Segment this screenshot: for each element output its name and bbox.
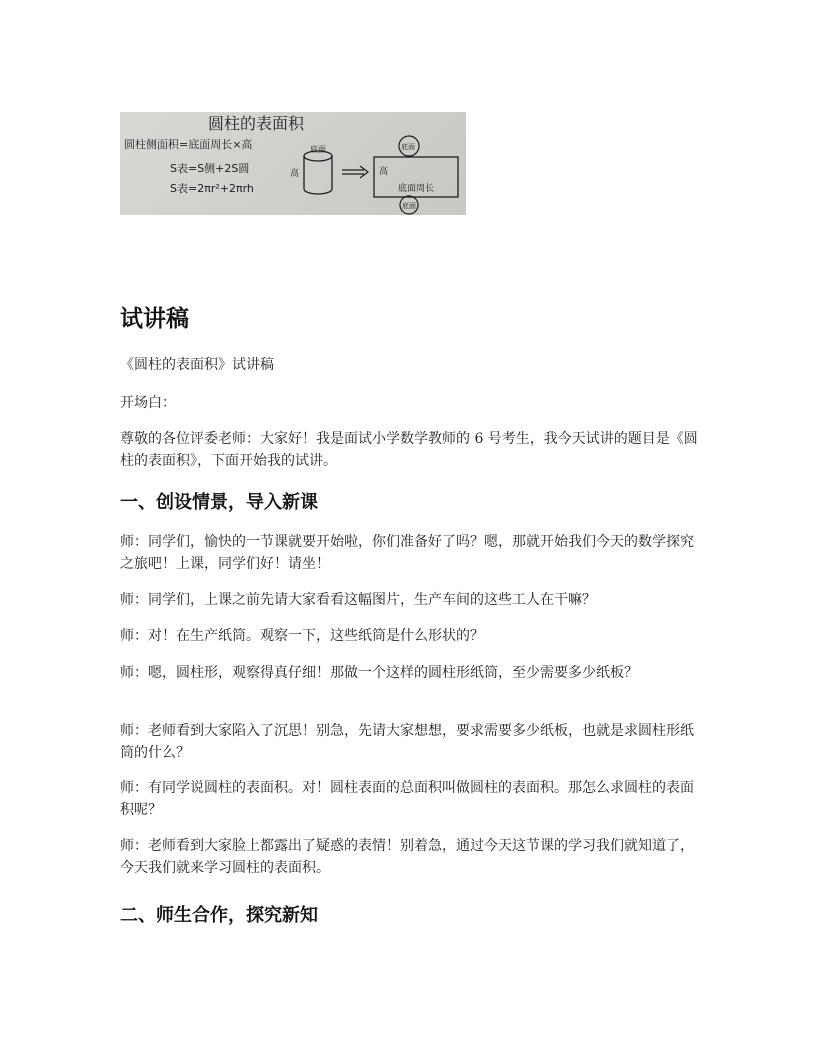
rect-bottom-label: 底面周长 (398, 184, 435, 194)
rect-height-label: 高 (379, 167, 389, 177)
note-formula-1: 圆柱侧面积=底面周长×高 (124, 138, 253, 151)
paragraph: 师：嗯，圆柱形，观察得真仔细！那做一个这样的圆柱形纸筒，至少需要多少纸板？ (120, 665, 638, 681)
document-subtitle: 《圆柱的表面积》试讲稿 (120, 357, 274, 373)
paragraph: 师：同学们，上课之前先请大家看看这幅图片，生产车间的这些工人在干嘛？ (120, 592, 596, 608)
cylinder-top-label: 底面 (310, 145, 326, 154)
section-2-title: 二、师生合作，探究新知 (120, 905, 318, 926)
section-1-title: 一、创设情景，导入新课 (120, 492, 318, 513)
opening-label: 开场白： (120, 395, 176, 411)
arrow-icon (342, 166, 368, 178)
paragraph: 师：对！在生产纸筒。观察一下，这些纸筒是什么形状的？ (120, 628, 484, 644)
paragraph: 师：老师看到大家脸上都露出了疑惑的表情！别着急，通过今天这节课的学习我们就知道了，今天我们就来学习圆柱的表面积。 (120, 838, 694, 876)
opening-paragraph: 尊敬的各位评委老师：大家好！我是面试小学数学教师的 6 号考生，我今天试讲的题目是《圆柱的表面积》，下面开始我的试讲。 (120, 431, 698, 469)
paragraph: 师：有同学说圆柱的表面积。对！圆柱表面的总面积叫做圆柱的表面积。那怎么求圆柱的表面积呢？ (120, 780, 694, 818)
note-formula-3: S表=2πr²+2πrh (170, 182, 254, 195)
bottom-circle-label: 底面 (402, 202, 416, 210)
cylinder-height-label: 高 (290, 169, 300, 179)
handwritten-note-photo (120, 112, 466, 215)
note-title: 圆柱的表面积 (208, 114, 305, 133)
document-heading: 试讲稿 (120, 306, 189, 332)
note-formula-2: S表=S侧+2S圆 (170, 162, 250, 175)
paragraph: 师：同学们，愉快的一节课就要开始啦，你们准备好了吗？嗯，那就开始我们今天的数学探究之旅吧！上课，同学们好！请坐！ (120, 534, 694, 572)
paragraph: 师：老师看到大家陷入了沉思！别急，先请大家想想，要求需要多少纸板，也就是求圆柱形纸筒的什么？ (120, 723, 694, 761)
top-circle-label: 底面 (401, 143, 415, 151)
cylinder-sketch (304, 151, 332, 194)
